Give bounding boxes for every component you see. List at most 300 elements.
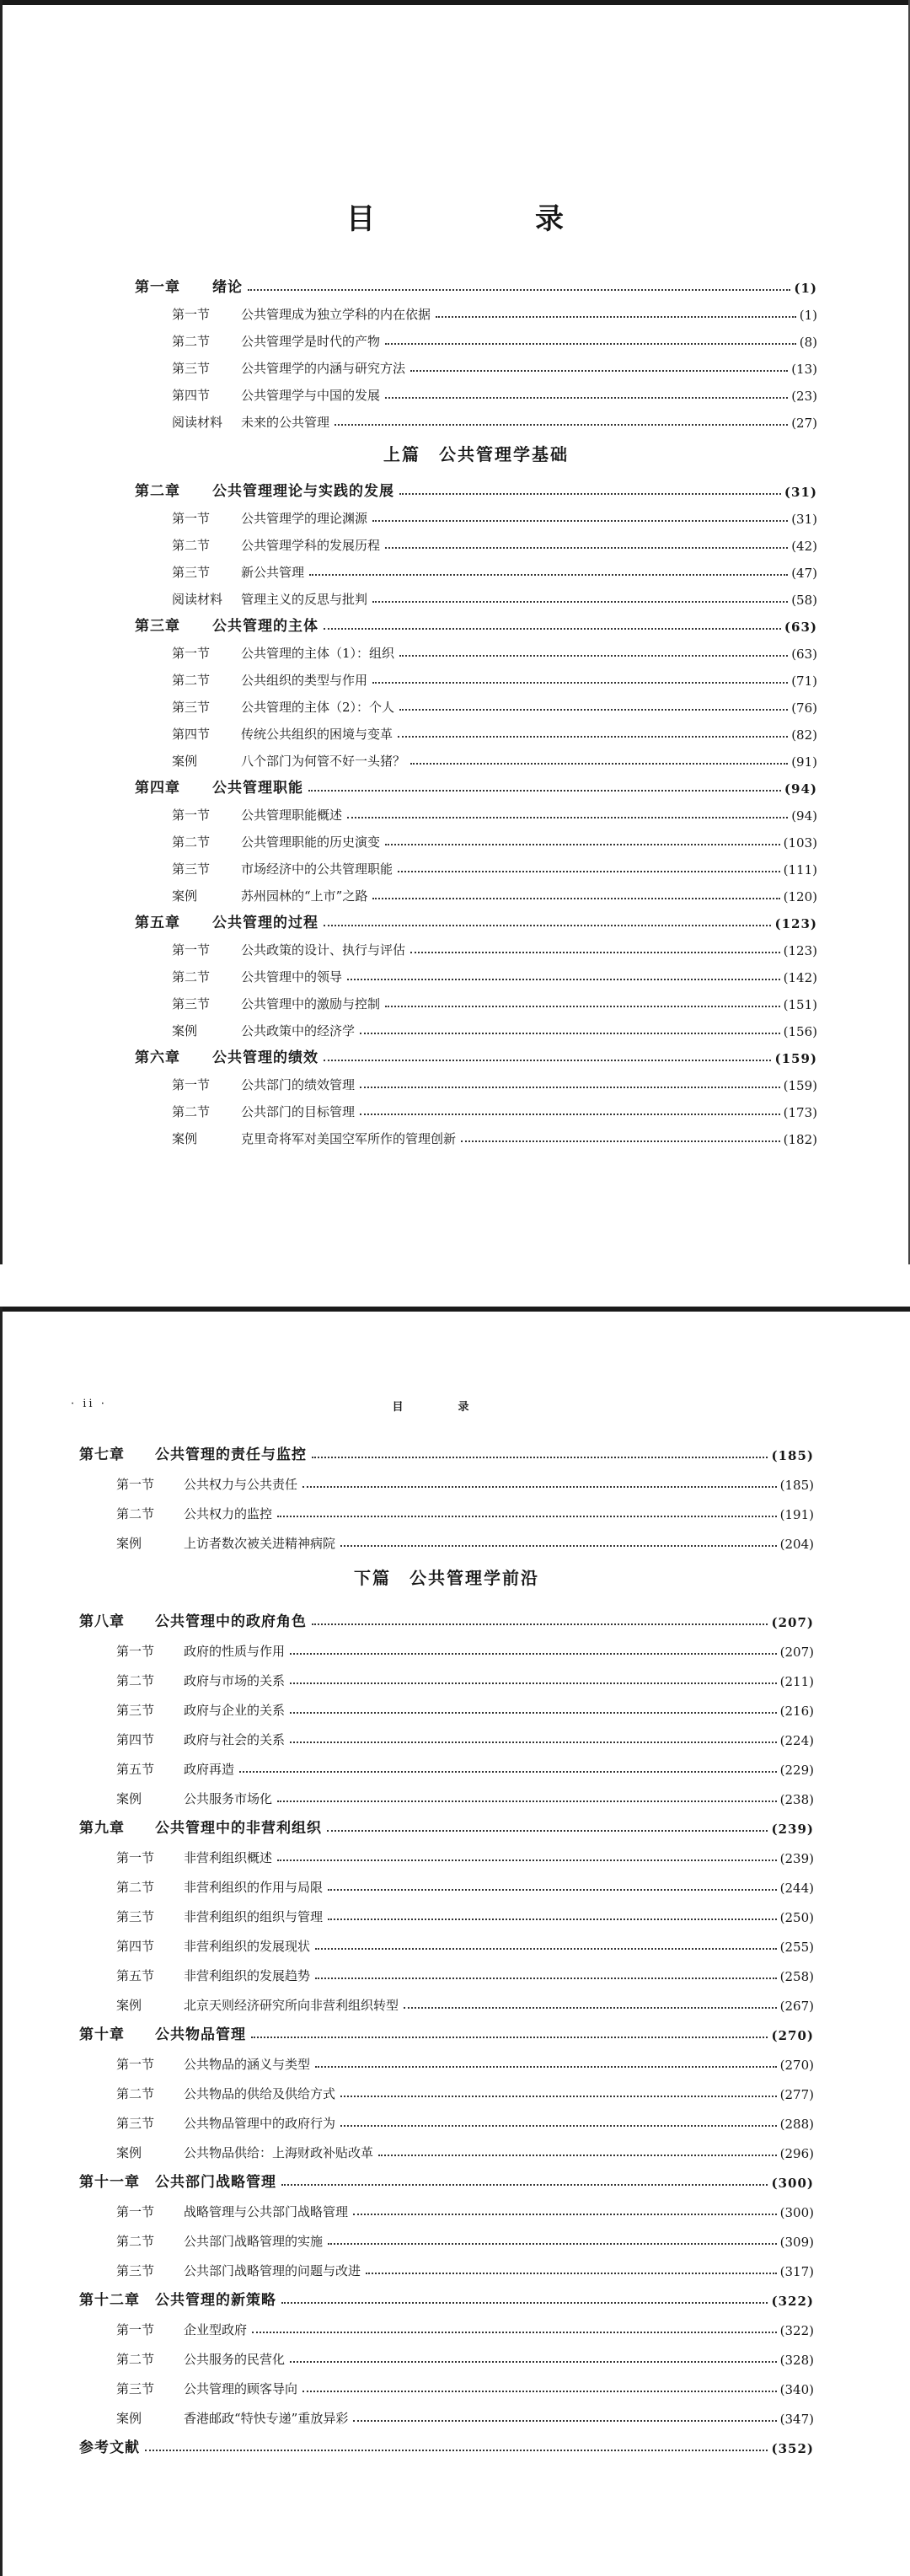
section-title: 公共管理中的激励与控制 [241,996,381,1012]
page-number: (270) [779,2058,814,2073]
dot-leader [340,2123,777,2127]
dot-leader [372,896,779,899]
toc-section-row [135,532,817,554]
toc-entry-label [79,2203,348,2220]
dot-leader [252,2330,777,2333]
toc-entry-label [135,1103,355,1120]
toc-section-row [79,1667,814,1689]
page-number: (185) [771,1448,814,1463]
toc-entry-label [135,614,318,635]
section-number: 第三节 [172,861,211,877]
chapter-number: 第十二章 [79,2292,140,2309]
toc-entry-label [79,1534,335,1552]
section-number: 第一节 [116,2057,155,2072]
page-number: (250) [779,1910,814,1925]
toc-entry-label [135,536,380,554]
dot-leader [277,1858,777,1861]
section-number: 第二节 [172,334,211,349]
toc-section-row [79,2080,814,2102]
section-number: 第一节 [172,307,211,322]
dot-leader [347,815,788,818]
section-title: 市场经济中的公共管理职能 [241,861,393,877]
toc-section-row [135,802,817,824]
section-title: 公共管理的顾客导向 [184,2381,298,2396]
chapter-number: 第四章 [135,780,180,797]
page-left-border [0,1307,3,2576]
toc-section-row [79,2198,814,2220]
section-title: 公共管理学科的发展历程 [241,538,381,553]
section-title: 企业型政府 [184,2322,248,2337]
toc-section-row [79,1962,814,1984]
toc-section-row [135,382,817,404]
toc-section-row [135,409,817,431]
toc-entry-label [135,887,367,904]
page-title: 目 录 [346,202,629,236]
section-number: 第一节 [116,2322,155,2337]
toc-chapter-row [79,2021,814,2043]
dot-leader [315,2064,777,2068]
toc-entry-label [135,386,380,404]
section-title: 政府再造 [184,1762,235,1777]
section-title: 公共物品管理中的政府行为 [184,2116,336,2131]
page-number: (151) [783,997,817,1012]
dot-leader [315,1946,777,1950]
toc-entry-label [135,1045,318,1066]
toc-entry-label [135,509,367,527]
page-number: (244) [779,1881,814,1896]
section-number: 第三节 [172,565,211,580]
section-number: 第二节 [172,1104,211,1119]
page-gap [0,1264,910,1307]
page-number: (207) [779,1645,814,1660]
section-title: 公共部门战略管理的问题与改进 [184,2263,361,2278]
section-number: 案例 [116,2145,142,2160]
toc-entry-label [79,2288,276,2309]
section-title: 未来的公共管理 [241,415,330,430]
section-title: 公共物品的供给及供给方式 [184,2086,336,2101]
section-number: 第一节 [172,1077,211,1092]
section-title: 非营利组织的组织与管理 [184,1909,324,1924]
toc-list-page-1 [135,274,817,1235]
dot-leader [461,1139,780,1142]
toc-chapter-row [135,775,817,797]
page-number: (111) [783,862,817,877]
toc-entry-label [79,2409,348,2427]
toc-entry-label [79,2380,297,2397]
section-number: 第四节 [116,1732,155,1747]
toc-chapter-row [135,274,817,296]
toc-entry-label [79,1442,307,1463]
toc-entry-label [135,479,394,500]
header-title: 目 录 [392,1401,491,1414]
page-number: (156) [783,1024,817,1039]
section-number: 第一节 [116,1850,155,1865]
toc-chapter-row [135,910,817,931]
chapter-title: 公共管理的新策略 [155,2292,276,2309]
page-number: (317) [779,2264,814,2279]
page-number: (239) [779,1851,814,1866]
dot-leader [436,314,796,318]
chapter-number: 第十一章 [79,2174,140,2191]
page-number: (300) [771,2176,814,2191]
page-number: (120) [783,889,817,904]
page-number: (347) [779,2412,814,2427]
toc-entry-label [135,752,405,770]
toc-section-row [135,748,817,770]
toc-chapter-row [79,1815,814,1837]
toc-section-row [79,1903,814,1925]
toc-entry-label [79,1475,297,1493]
dot-leader [360,1085,780,1088]
dot-leader [239,1769,777,1773]
section-number: 第二节 [172,538,211,553]
section-title: 传统公共组织的困境与变革 [241,727,393,742]
toc-entry-label [79,1760,234,1778]
toc-section-row [135,301,817,323]
toc-entry-label [135,671,367,689]
toc-section-row [135,355,817,377]
page-number: (216) [779,1704,814,1719]
section-title: 公共管理的主体（2）：个人 [241,700,395,715]
dot-leader [277,1514,777,1517]
page-number: (182) [783,1132,817,1147]
dot-leader [366,2271,777,2274]
section-title: 政府与企业的关系 [184,1703,286,1718]
section-number: 第三节 [172,996,211,1012]
section-title: 公共组织的类型与作用 [241,673,368,688]
toc-section-row [135,856,817,877]
chapter-title: 公共管理职能 [212,780,303,797]
section-title: 上访者数次被关进精神病院 [184,1536,336,1551]
dot-leader [145,2448,768,2451]
toc-entry-label [135,413,329,431]
part-heading: 上篇 公共管理学基础 [383,444,569,464]
dot-leader [398,869,780,872]
dot-leader [328,1887,777,1891]
chapter-number: 第二章 [135,483,180,500]
chapter-title: 公共管理的过程 [212,915,318,931]
page-number: (191) [779,1507,814,1522]
chapter-number: 参考文献 [79,2439,140,2456]
toc-chapter-row [135,613,817,635]
dot-leader [328,1917,777,1920]
dot-leader [290,1710,777,1714]
section-number: 案例 [116,1791,142,1806]
toc-section-row [135,990,817,1012]
section-number: 第三节 [116,1909,155,1924]
page-number: (63) [791,647,817,662]
dot-leader [399,707,788,711]
section-number: 阅读材料 [172,415,223,430]
section-number: 第三节 [116,2381,155,2396]
toc-section-row [135,667,817,689]
toc-section-row [79,1500,814,1522]
toc-entry-label [79,2114,335,2132]
dot-leader [290,1681,777,1684]
page-number: (13) [791,362,817,377]
section-title: 公共管理职能概述 [241,808,343,823]
page-number: (309) [779,2235,814,2250]
dot-leader [290,1651,777,1655]
toc-section-row [79,1874,814,1896]
toc-entry-label [79,1937,310,1955]
toc-entry-label [135,1022,355,1039]
toc-section-row [135,328,817,350]
page-number: (296) [779,2146,814,2161]
page-top-border [0,0,910,5]
section-number: 第二节 [172,835,211,850]
toc-entry-label [79,2350,285,2368]
dot-leader [308,788,781,792]
dot-leader [335,422,788,426]
page-number: (207) [771,1615,814,1630]
section-number: 第二节 [116,2234,155,2249]
chapter-title: 公共管理的主体 [212,618,318,635]
toc-chapter-row [79,1608,814,1630]
section-number: 第二节 [172,969,211,985]
section-number: 案例 [116,1998,142,2013]
toc-entry-label [79,1701,285,1719]
dot-leader [324,626,781,630]
dot-leader [360,1112,780,1115]
dot-leader [385,1004,780,1007]
toc-section-row [135,640,817,662]
toc-section-row [79,1933,814,1955]
page-number: (322) [771,2294,814,2309]
page-number: (328) [779,2353,814,2368]
page-number: (159) [774,1051,817,1066]
page-number: (224) [779,1733,814,1748]
dot-leader [372,680,788,684]
dot-leader [324,923,771,926]
toc-entry-label [79,1816,322,1837]
toc-section-row [135,559,817,581]
section-title: 公共权力的监控 [184,1506,273,1521]
toc-section-row [135,936,817,958]
chapter-title: 绪论 [212,279,243,296]
dot-leader [309,572,788,576]
section-title: 非营利组织概述 [184,1850,273,1865]
dot-leader [353,2212,777,2215]
section-title: 香港邮政“特快专递”重放异彩 [184,2411,349,2426]
section-number: 第二节 [116,2086,155,2101]
page-number: (258) [779,1969,814,1984]
dot-leader [399,653,788,657]
chapter-title: 公共管理中的非营利组织 [155,1820,322,1837]
toc-entry-label [135,332,380,350]
toc-section-row [79,1638,814,1660]
toc-entry-label [135,968,342,985]
toc-section-row [135,1071,817,1093]
section-title: 非营利组织的发展现状 [184,1939,311,1954]
dot-leader [312,1622,768,1625]
page-number: (103) [783,835,817,851]
toc-entry-label [79,2262,361,2279]
toc-entry-label [135,359,405,377]
toc-entry-label [135,590,367,608]
toc-section-row [79,2228,814,2250]
section-title: 公共服务市场化 [184,1791,273,1806]
toc-section-row [135,586,817,608]
chapter-title: 公共管理的绩效 [212,1049,318,1066]
toc-section-row [135,829,817,851]
dot-leader [398,734,788,738]
section-number: 第四节 [172,727,211,742]
toc-section-row [135,963,817,985]
dot-leader [290,1740,777,1743]
toc-section-row [79,1471,814,1493]
toc-entry-label [79,1505,272,1522]
toc-section-row [79,1697,814,1719]
dot-leader [404,2005,777,2009]
dot-leader [372,599,788,603]
toc-entry-label [79,1878,323,1896]
section-title: 新公共管理 [241,565,305,580]
page-number: (267) [779,1999,814,2014]
page-number: (255) [779,1940,814,1955]
page-number: (204) [779,1537,814,1552]
toc-chapter-row [79,1441,814,1463]
page-number: (185) [779,1478,814,1493]
section-number: 第一节 [172,942,211,958]
page-number: (1) [799,308,817,323]
dot-leader [324,1058,771,1061]
dot-leader [385,341,796,345]
toc-section-row [79,1756,814,1778]
section-title: 公共部门的绩效管理 [241,1077,356,1092]
running-header [71,1398,812,1418]
toc-page-2 [0,1307,910,2576]
section-title: 政府与社会的关系 [184,1732,286,1747]
section-title: 公共管理学的理论渊源 [241,511,368,526]
toc-section-row [79,1530,814,1552]
dot-leader [277,1799,777,1802]
chapter-title: 公共管理的责任与监控 [155,1446,307,1463]
toc-entry-label [79,1642,285,1660]
section-number: 案例 [172,1023,198,1038]
section-title: 公共管理的主体（1）：组织 [241,646,395,661]
chapter-number: 第八章 [79,1613,125,1630]
page-number: (211) [779,1674,814,1689]
dot-leader [410,950,780,953]
toc-section-row [79,2257,814,2279]
section-title: 公共物品供给：上海财政补贴改革 [184,2145,374,2160]
chapter-title: 公共物品管理 [155,2026,246,2043]
section-number: 第一节 [172,511,211,526]
chapter-number: 第七章 [79,1446,125,1463]
page-number: (76) [791,700,817,716]
page-number: (1) [794,281,817,296]
section-title: 八个部门为何管不好一头猪？ [241,754,406,769]
page-number: (277) [779,2087,814,2102]
section-title: 北京天则经济研究所向非营利组织转型 [184,1998,399,2013]
section-title: 政府与市场的关系 [184,1673,286,1688]
page-number: (322) [779,2323,814,2338]
section-title: 战略管理与公共部门战略管理 [184,2204,349,2219]
section-number: 第一节 [116,1644,155,1659]
page-number: (288) [779,2117,814,2132]
page-number: (71) [791,674,817,689]
section-number: 第一节 [116,2204,155,2219]
toc-entry-label [79,2170,276,2191]
section-number: 第三节 [116,2263,155,2278]
section-title: 公共管理中的领导 [241,969,343,985]
dot-leader [281,2300,768,2304]
section-number: 第五节 [116,1762,155,1777]
section-number: 第一节 [116,1477,155,1492]
dot-leader [347,977,780,980]
section-number: 第二节 [116,2352,155,2367]
section-title: 公共政策的设计、执行与评估 [241,942,406,958]
toc-section-row [135,883,817,904]
page-number: (238) [779,1792,814,1807]
toc-section-row [135,1098,817,1120]
section-number: 第三节 [172,361,211,376]
toc-section-row [79,2346,814,2368]
toc-entry-label [135,725,393,743]
toc-entry-label [135,995,380,1012]
page-number: (229) [779,1763,814,1778]
toc-page-1 [0,0,910,1264]
dot-leader [248,287,790,291]
toc-entry-label [135,644,394,662]
page-top-border [0,1307,910,1312]
toc-section-row [135,1125,817,1147]
dot-leader [302,2389,777,2392]
toc-section-row [135,721,817,743]
toc-section-row [79,2375,814,2397]
dot-leader [385,842,780,845]
chapter-number: 第五章 [135,915,180,931]
section-title: 公共物品的涵义与类型 [184,2057,311,2072]
toc-entry-label [79,1849,272,1866]
dot-leader [385,545,788,549]
toc-entry-label [79,2055,310,2073]
section-title: 公共部门战略管理的实施 [184,2234,324,2249]
page-number: (94) [791,808,817,824]
toc-entry-label [79,1790,272,1807]
toc-chapter-row [135,478,817,500]
page-number: (300) [779,2205,814,2220]
section-title: 公共管理学与中国的发展 [241,388,381,403]
toc-entry-label [79,2085,335,2102]
chapter-title: 公共管理理论与实践的发展 [212,483,394,500]
toc-entry-label [79,1967,310,1984]
toc-entry-label [79,1908,323,1925]
dot-leader [399,491,781,495]
section-title: 公共管理成为独立学科的内在依据 [241,307,431,322]
toc-entry-label [135,860,393,877]
dot-leader [281,2182,768,2186]
dot-leader [340,1543,777,1547]
chapter-number: 第三章 [135,618,180,635]
chapter-title: 公共部门战略管理 [155,2174,276,2191]
page-number: (94) [784,781,817,797]
page-number: (42) [791,539,817,554]
dot-leader [312,1455,768,1458]
section-number: 案例 [116,2411,142,2426]
toc-entry-label [79,2232,323,2250]
toc-entry-label [79,2022,246,2043]
section-number: 第一节 [172,808,211,823]
page-left-border [0,0,3,1264]
toc-chapter-row [135,1044,817,1066]
section-title: 公共管理学的内涵与研究方法 [241,361,406,376]
toc-entry-label [79,1672,285,1689]
page-number: (123) [774,916,817,931]
section-number: 案例 [172,754,198,769]
dot-leader [251,2035,768,2038]
